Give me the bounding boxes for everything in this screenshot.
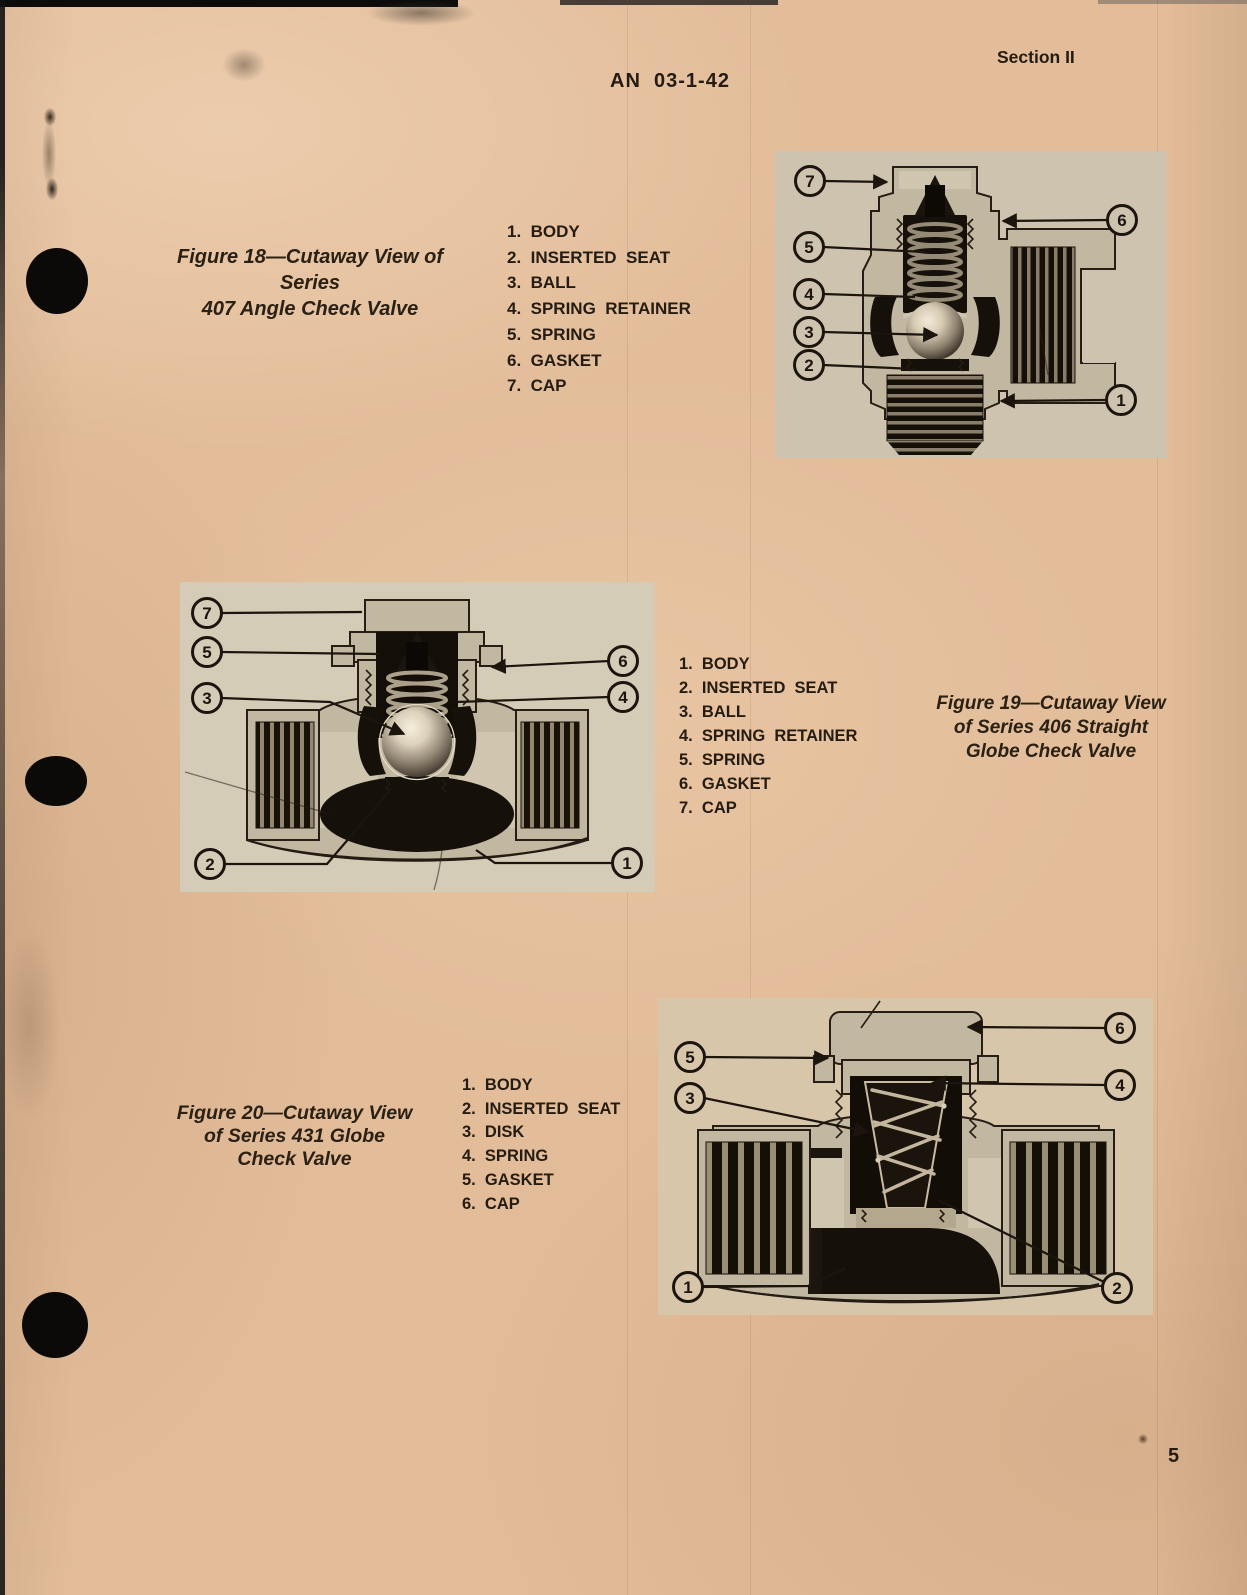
bottom-port-threads (887, 375, 983, 441)
svg-text:3: 3 (804, 323, 814, 342)
figure-20-parts-list (462, 1074, 620, 1216)
ink-smudge (42, 122, 56, 186)
figure-18-photo (775, 151, 1167, 458)
figure-19-parts-list (679, 652, 857, 820)
svg-text:6: 6 (618, 652, 628, 671)
callout-3 (795, 318, 824, 347)
caption-line: of Series 406 Straight (953, 717, 1149, 738)
scan-edge-top-2 (560, 0, 778, 5)
svg-text:1: 1 (622, 854, 632, 873)
side-port-threads (1011, 247, 1075, 383)
callout-3 (193, 684, 222, 713)
ink-smudge (1138, 1434, 1148, 1444)
figure-19-photo (180, 582, 655, 892)
paper-stain (0, 930, 60, 1120)
callout-5 (795, 233, 824, 262)
left-port-threads (706, 1142, 802, 1274)
callout-2 (196, 850, 225, 879)
figure-20-caption (152, 1102, 437, 1171)
svg-text:3: 3 (202, 689, 212, 708)
part-item: 3. BALL (679, 703, 746, 721)
svg-text:6: 6 (1115, 1019, 1125, 1038)
caption-line: 407 Angle Check Valve (201, 298, 419, 320)
caption-line: Figure 20—Cutaway View (176, 1102, 413, 1124)
part-item: 3. BALL (507, 273, 576, 293)
svg-text:7: 7 (805, 172, 815, 191)
svg-text:5: 5 (685, 1048, 695, 1067)
ink-smudge (366, 0, 476, 26)
callout-3 (676, 1084, 705, 1113)
part-item: 2. INSERTED SEAT (507, 247, 671, 267)
figure-19-caption (912, 692, 1190, 764)
part-item: 5. SPRING (679, 751, 766, 769)
svg-text:5: 5 (202, 643, 212, 662)
svg-text:6: 6 (1117, 211, 1127, 230)
callout-4 (609, 683, 638, 712)
valve-ball (382, 707, 452, 777)
svg-text:4: 4 (618, 688, 628, 707)
right-port-threads (521, 722, 579, 828)
svg-text:1: 1 (683, 1278, 693, 1297)
callout-4 (795, 280, 824, 309)
svg-text:2: 2 (1112, 1279, 1122, 1298)
svg-text:7: 7 (202, 604, 212, 623)
part-item: 7. CAP (507, 376, 567, 396)
callout-7 (796, 167, 825, 196)
part-item: 3. DISK (462, 1123, 525, 1142)
callout-2 (795, 351, 824, 380)
callout-5 (193, 638, 222, 667)
callout-5 (676, 1043, 705, 1072)
callout-6 (1106, 1014, 1135, 1043)
valve-cap (830, 1012, 982, 1064)
part-item: 5. GASKET (462, 1170, 554, 1189)
caption-line: Globe Check Valve (965, 741, 1137, 762)
callout-1 (613, 849, 642, 878)
figure-18-caption (150, 244, 470, 322)
part-item: 2. INSERTED SEAT (462, 1099, 621, 1118)
punch-hole (26, 248, 88, 314)
ink-smudge (46, 178, 58, 200)
part-item: 1. BODY (679, 655, 750, 673)
svg-text:5: 5 (804, 238, 814, 257)
part-item: 2. INSERTED SEAT (679, 679, 838, 697)
figure-20-photo (658, 998, 1153, 1315)
svg-text:4: 4 (804, 285, 814, 304)
callout-1 (674, 1273, 703, 1302)
left-port-threads (256, 722, 314, 828)
svg-text:2: 2 (205, 855, 215, 874)
caption-line: Check Valve (237, 1148, 352, 1170)
part-item: 6. CAP (462, 1194, 520, 1213)
caption-line: Figure 18—Cutaway View of Series (177, 246, 443, 294)
part-item: 1. BODY (507, 222, 580, 241)
part-item: 4. SPRING (462, 1147, 549, 1166)
part-item: 6. GASKET (507, 350, 602, 370)
punch-hole (22, 1292, 88, 1358)
part-item: 6. GASKET (679, 775, 771, 793)
callout-7 (193, 599, 222, 628)
valve-ball (906, 302, 964, 360)
page-number: 5 (1168, 1445, 1180, 1467)
punch-hole (25, 756, 87, 806)
doc-number: AN 03-1-42 (610, 70, 730, 92)
callout-2 (1103, 1274, 1132, 1303)
right-port-threads (1010, 1142, 1106, 1274)
valve-cap (365, 600, 469, 634)
section-header: Section II (997, 47, 1075, 67)
callout-6 (609, 647, 638, 676)
caption-line: Figure 19—Cutaway View (936, 693, 1166, 714)
part-item: 4. SPRING RETAINER (507, 299, 691, 319)
part-item: 4. SPRING RETAINER (679, 727, 858, 745)
callout-1 (1107, 386, 1136, 415)
part-item: 5. SPRING (507, 324, 596, 344)
part-item: 7. CAP (679, 799, 737, 817)
caption-line: of Series 431 Globe (204, 1125, 385, 1147)
svg-text:1: 1 (1116, 391, 1126, 410)
callout-4 (1106, 1071, 1135, 1100)
part-item: 1. BODY (462, 1076, 533, 1094)
svg-text:3: 3 (685, 1089, 695, 1108)
svg-text:2: 2 (804, 356, 814, 375)
scan-edge-top-3 (1098, 0, 1247, 4)
ink-smudge (222, 48, 266, 82)
callout-6 (1108, 206, 1137, 235)
svg-text:4: 4 (1115, 1076, 1125, 1095)
scan-edge-left (0, 0, 5, 1595)
figure-18-parts-list (507, 219, 691, 399)
